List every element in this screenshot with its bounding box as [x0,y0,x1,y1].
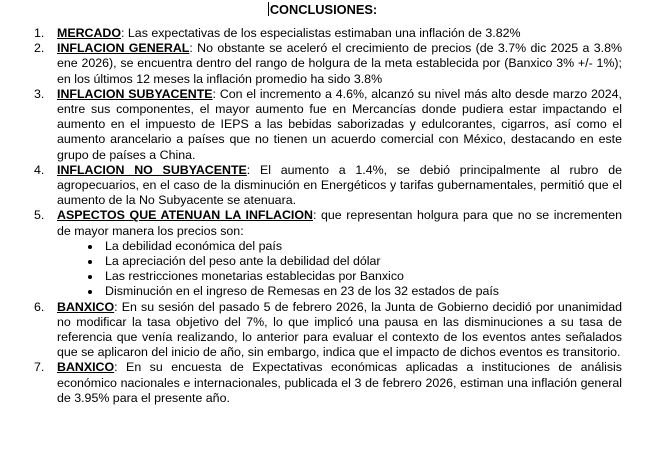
bullet-item [57,284,622,299]
conclusion-item [0,41,645,87]
item-keyword: INFLACION NO SUBYACENTE [57,162,247,177]
conclusions-list [0,26,645,406]
text-cursor [268,2,269,16]
bullet-text: La debilidad económica del país [105,238,283,253]
item-paragraph [57,360,622,406]
conclusion-item [0,26,645,41]
conclusion-item [0,360,645,406]
conclusion-item [0,163,645,209]
title-text: CONCLUSIONES: [269,2,378,17]
bullet-item [57,269,622,284]
bullet-text: Disminución en el ingreso de Remesas en 23 de los 32 estados de país [105,284,499,299]
conclusion-item [0,300,645,361]
document-title [0,2,645,17]
item-number: 1. [34,26,45,40]
item-text: : El aumento a 1.4%, se debió principalmente al rubro de agropecuarios, en el caso de la disminución en Energéticos y tarifas gubernamentales, permitió que el aumento de la No Subyacente se atenuara. [57,162,622,208]
item-paragraph [57,41,622,87]
bullet-text: La apreciación del peso ante la debilidad del dólar [105,254,381,269]
bullet-icon [88,290,92,294]
bullet-icon [88,260,92,264]
item-text: : No obstante se aceleró el crecimiento de precios (de 3.7% dic 2025 a 3.8% ene 2026), se encuentra dentro del rango de holgura de la meta establecida por (Banxico 3% +/- 1%); en los últimos 12 meses la inflación promedio ha sido 3.8% [57,41,622,86]
bullet-text: Las restricciones monetarias establecidas por Banxico [105,269,404,284]
bullet-item [57,239,622,254]
item-text: : Con el incremento a 4.6%, alcanzó su nivel más alto desde marzo 2024, entre sus componentes, el mayor aumento fue en Mercancías donde pudiera estar impactando el aumento en el impuesto de IEPS a las bebidas saborizadas y edulcorantes, cigarros, así como el aumento arancelario a países que no tienen un acuerdo comercial con México, destacando en este grupo de países a China. [57,86,623,162]
bullet-icon [88,275,92,279]
item-text: : que representan holgura para que no se incrementen de mayor manera los precios son: [57,208,622,238]
item-number: 2. [34,41,45,56]
item-text: : Las expectativas de los especialistas estimaban una inflación de 3.82% [121,26,521,40]
item-paragraph [57,300,622,361]
item-keyword: MERCADO [57,26,122,40]
item-keyword: INFLACION SUBYACENTE [57,86,213,101]
item-keyword: BANXICO [57,299,115,314]
item-keyword: BANXICO [57,360,115,375]
item-paragraph [57,26,622,41]
item-paragraph [57,87,622,163]
item-number: 6. [34,299,45,314]
item-number: 5. [34,208,45,223]
item-text: : En su sesión del pasado 5 de febrero 2026, la Junta de Gobierno decidió por unanimidad no modificar la tasa objetivo del 7%, lo que implicó una pausa en las disminuciones a su tasa de referencia que venía realizando, lo anterior para evaluar el contexto de los eventos antes señalados que se aplicaron del inicio de año, sin embargo, indica que el impacto de dichos eventos es transitorio. [57,299,622,360]
item-text: : En su encuesta de Expectativas económicas aplicadas a instituciones de análisis económico nacionales e internacionales, publicada el 3 de febrero 2026, estiman una inflación general de 3.95% para el presente año. [57,360,622,405]
bullet-icon [88,245,92,249]
conclusion-item [0,87,645,163]
item-keyword: ASPECTOS QUE ATENUAN LA INFLACION [57,208,313,223]
item-number: 4. [34,162,45,177]
conclusion-item [0,208,645,299]
bullet-list [57,239,622,300]
item-number: 3. [34,86,45,101]
bullet-item [57,254,622,269]
item-keyword: INFLACION GENERAL [57,41,190,56]
item-paragraph [57,163,622,209]
item-paragraph [57,208,622,238]
item-number: 7. [34,360,45,375]
